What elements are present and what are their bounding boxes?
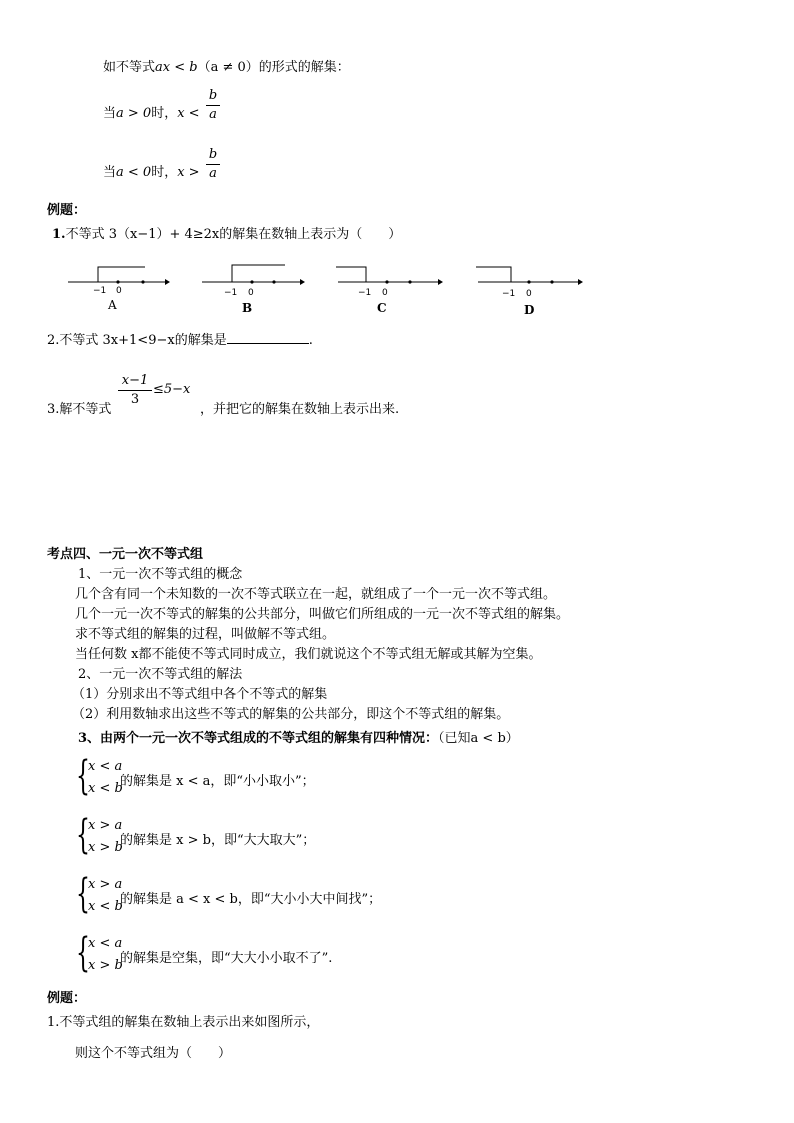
example-heading-2: 例题： (47, 991, 87, 1006)
option-label-b: B (242, 301, 253, 315)
subheading-1: 1、一元一次不等式组的概念 (78, 567, 243, 582)
step-2: （2）利用数轴求出这些不等式的解集的公共部分，即这个不等式组的解集。 (72, 707, 510, 722)
case-system-2: { x > a x > b 的解集是 x > b，即“大大取大”； (76, 812, 316, 858)
answer-blank[interactable] (227, 331, 309, 344)
brace-icon: { (76, 753, 90, 799)
brace-icon: { (76, 812, 90, 858)
case-a-negative: 当a < 0时，x > (103, 165, 200, 180)
tick-label: −1 (358, 288, 372, 298)
tick-label: 0 (526, 289, 532, 299)
tick-label: 0 (382, 288, 388, 298)
paragraph-3: 求不等式组的解集的过程，叫做解不等式组。 (75, 627, 336, 642)
subheading-3: 3、由两个一元一次不等式组成的不等式组的解集有四种情况：（已知a < b） (78, 731, 519, 746)
case-a-positive: 当a > 0时，x < (103, 106, 200, 121)
number-line-b[interactable] (202, 265, 305, 315)
option-label-c: C (377, 301, 387, 315)
tick-label: −1 (93, 286, 107, 296)
brace-icon: { (76, 930, 90, 976)
section-title: 考点四、一元一次不等式组 (47, 547, 204, 562)
tick-label: −1 (502, 289, 516, 299)
question-2: 2.不等式 3x+1<9−x的解集是 . (47, 333, 313, 348)
paragraph-1: 几个含有同一个未知数的一次不等式联立在一起，就组成了一个一元一次不等式组。 (75, 587, 557, 602)
case-system-4: { x < a x > b 的解集是空集，即“大大小小取不了”. (76, 930, 333, 976)
subheading-2: 2、一元一次不等式组的解法 (78, 667, 243, 682)
fraction-b-over-a-2: b a (206, 147, 220, 182)
q3-instruction: ，并把它的解集在数轴上表示出来. (200, 402, 400, 417)
step-1: （1）分别求出不等式组中各个不等式的解集 (72, 687, 328, 702)
question-system-1: 1.不等式组的解集在数轴上表示出来如图所示， (47, 1015, 320, 1030)
question-system-1-cont: 则这个不等式组为（ ） (75, 1046, 232, 1061)
question-3: 3.解不等式 (47, 402, 112, 417)
fraction-x-minus-1-over-3: x−1 3 (118, 373, 152, 408)
question-1: 1.不等式 3（x−1）+ 4≥2x的解集在数轴上表示为（ ） (52, 227, 402, 242)
tick-label: 0 (116, 286, 122, 296)
example-heading: 例题： (47, 203, 87, 218)
q3-rhs: ≤5−x (153, 382, 191, 397)
tick-label: −1 (224, 288, 238, 298)
tick-label: 0 (248, 288, 254, 298)
option-label-d: D (524, 303, 535, 317)
intro-expression: ax < b (155, 60, 198, 75)
option-label-a: A (108, 298, 117, 312)
intro-line: 如不等式ax < b（a ≠ 0）的形式的解集： (103, 60, 350, 75)
case-system-3: { x > a x < b 的解集是 a < x < b，即“大小小大中间找”； (76, 871, 382, 917)
number-line-c[interactable] (336, 267, 443, 315)
paragraph-2: 几个一元一次不等式的解集的公共部分，叫做它们所组成的一元一次不等式组的解集。 (75, 607, 570, 622)
number-line-a[interactable] (68, 267, 170, 312)
paragraph-4: 当任何数 x都不能使不等式同时成立，我们就说这个不等式组无解或其解为空集。 (75, 647, 542, 662)
case-system-1: { x < a x < b 的解集是 x < a，即“小小取小”； (76, 753, 315, 799)
brace-icon: { (76, 871, 90, 917)
number-line-d[interactable] (476, 267, 583, 317)
number-line-options (60, 258, 590, 320)
fraction-b-over-a: b a (206, 88, 220, 123)
